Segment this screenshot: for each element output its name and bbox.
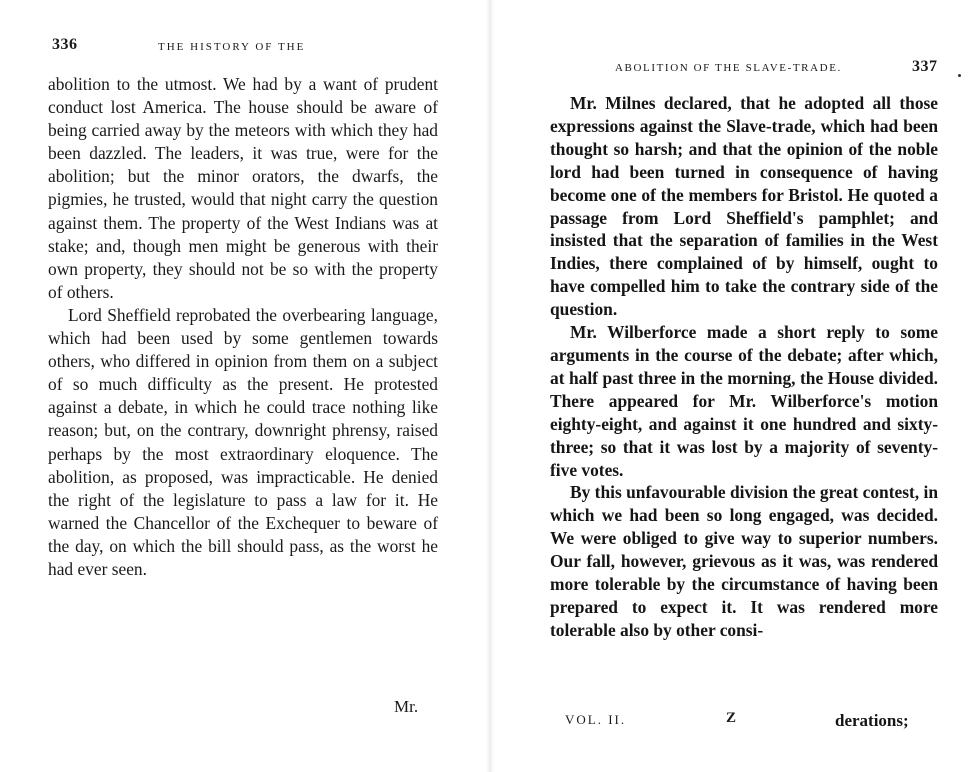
running-head-right: ABOLITION OF THE SLAVE-TRADE. — [615, 62, 842, 74]
catchword-left: Mr. — [394, 697, 419, 716]
left-paragraph-1: abolition to the utmost. We had by a want of prudent conduct lost America. The house should be aware of being carried away by the meteors with which they had been dazzled. The leaders, it was true, were for the abolition; but the minor orators, the dwarfs, the pigmies, he trusted, would that night carry the question against them. The property of the West Indians was at stake; and, though men might be generous with their own property, they should not be so with the property of others. — [48, 74, 438, 302]
right-page-body — [550, 92, 938, 642]
right-paragraph-1: Mr. Milnes declared, that he adopted all those expressions against the Slave-trade, which had been thought so harsh; and that the opinion of the noble lord had been turned in consequence of having become one of the members for Bristol. He quoted a passage from Lord Sheffield's pamphlet; and insisted that the separation of families in the West Indies, there complained of by himself, ought to have compelled him to take the contrary side of the question. — [550, 93, 938, 320]
left-page-body — [48, 73, 438, 581]
right-paragraph-3: By this unfavourable division the great contest, in which we had been so long engaged, was decided. We were obliged to give way to superior numbers. Our fall, however, grievous as it was, was rendered more tolerable by the circumstance of having been prepared to expect it. It was rendered more tolerable also by other consi- — [550, 482, 938, 640]
ink-speck — [958, 74, 961, 77]
catchword-right: derations; — [835, 711, 909, 730]
page-number-right: 337 — [912, 58, 938, 75]
signature-volume: VOL. II. — [565, 712, 627, 727]
right-page — [490, 0, 980, 772]
right-paragraph-2: Mr. Wilberforce made a short reply to some arguments in the course of the debate; after which, at half past three in the morning, the House divided. There appeared for Mr. Wilberforce's motion eighty-eight, and against it one hundred and sixty-three; so that it was lost by a majority of seventy-five votes. — [550, 322, 938, 480]
left-paragraph-2: Lord Sheffield reprobated the overbearing language, which had been used by some gentlemen towards others, who differed in opinion from them on a subject of so much difficulty as the present. He protested against a debate, in which he could trace nothing like reason; but, on the contrary, downright phrensy, raised perhaps by the most extraordinary eloquence. The abolition, as proposed, was impracticable. He denied the right of the legislature to pass a law for it. He warned the Chancellor of the Exchequer to beware of the day, on which the bill should pass, as the worst he had ever seen. — [48, 304, 438, 579]
signature-mark: Z — [726, 710, 737, 726]
page-number-left: 336 — [52, 36, 78, 53]
running-head-left: THE HISTORY OF THE — [158, 41, 306, 53]
